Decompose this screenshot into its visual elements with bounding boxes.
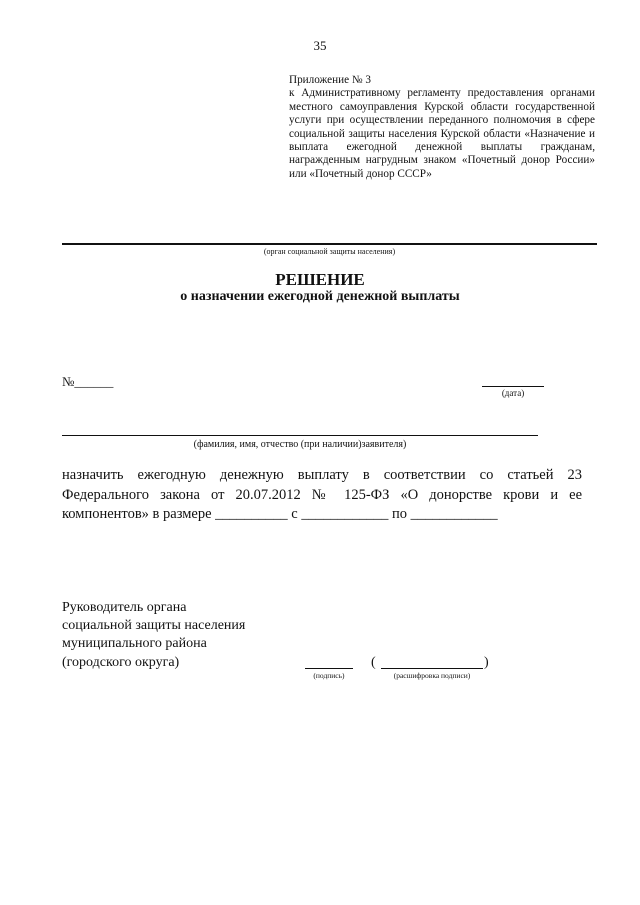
- decode-open-paren: (: [371, 655, 376, 670]
- decision-subtitle: о назначении ежегодной денежной выплаты: [180, 289, 460, 304]
- decision-title: РЕШЕНИЕ: [275, 270, 365, 289]
- signature-decode-line: [381, 668, 483, 669]
- signature-caption: (подпись): [313, 671, 345, 680]
- decode-close-paren: ): [484, 655, 489, 670]
- decision-number-field: №______: [62, 374, 114, 389]
- signature-decode-caption: (расшифровка подписи): [393, 671, 471, 680]
- signer-line-3: муниципального района: [62, 636, 207, 652]
- signer-line-4: (городского округа): [62, 654, 180, 670]
- applicant-name-caption: (фамилия, имя, отчество (при наличии)заявителя): [193, 439, 407, 450]
- applicant-name-line: [62, 435, 538, 436]
- date-caption: (дата): [501, 388, 525, 398]
- signer-block: [62, 599, 245, 672]
- signer-line-2: социальной защиты населения: [62, 618, 246, 634]
- organ-line: [62, 243, 597, 245]
- organ-caption: (орган социальной защиты населения): [263, 247, 396, 256]
- page-number: 35: [313, 38, 327, 53]
- signer-line-1: Руководитель органа: [62, 600, 187, 615]
- appendix-block: [289, 74, 595, 181]
- date-line: [482, 386, 544, 387]
- appendix-title: Приложение № 3: [289, 74, 371, 86]
- signature-line: [305, 668, 353, 669]
- decision-body-text: назначить ежегодную денежную выплату в соответствии со статьей 23 Федерального закона от 20.07.2012 № 125-ФЗ «О донорстве крови и ее компонентов» в размере __________ с ____________ по ____________: [62, 467, 582, 522]
- appendix-text: к Административному регламенту предоставления органами местного самоуправления Курской области государственной услуги при осуществлении переданного полномочия в сфере социальной защиты населения Курской области «Назначение и выплата ежегодной денежной выплаты гражданам, награжденным нагрудным знаком «Почетный донор России» или «Почетный донор СССР»: [289, 87, 595, 180]
